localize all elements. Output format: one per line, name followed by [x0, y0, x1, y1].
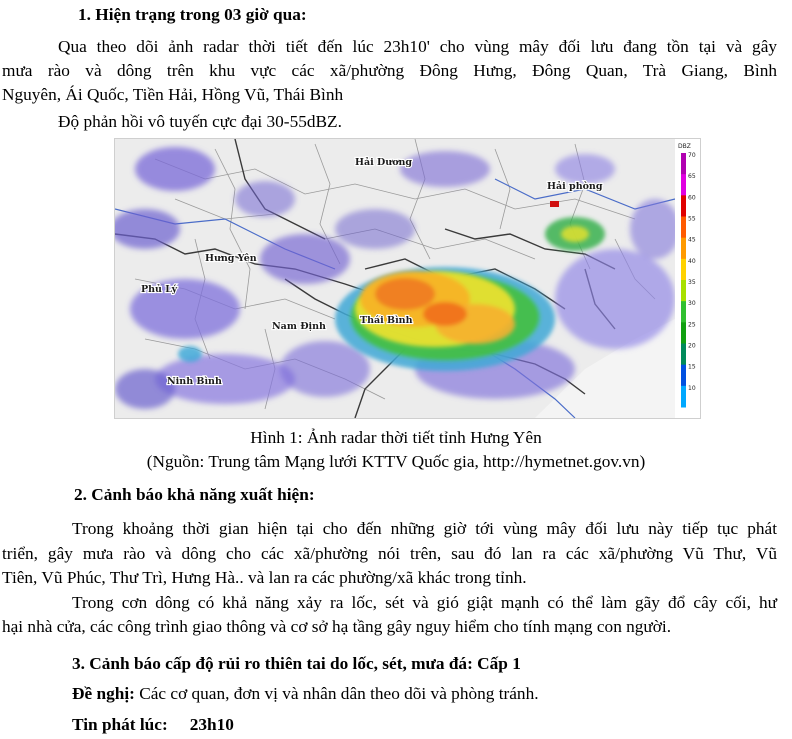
scale-color-bar: [681, 322, 686, 344]
scale-bars: [681, 153, 686, 408]
radar-map-image: [114, 138, 701, 419]
scale-tick-label: 10: [688, 384, 696, 392]
recommendation: [72, 682, 539, 706]
issued-time: 23h10: [189, 715, 234, 734]
scale-color-bar: [681, 195, 686, 217]
place-label-hai-duong: Hải Dương: [355, 157, 413, 168]
scale-color-bar: [681, 217, 686, 239]
issued-time-row: [72, 713, 234, 737]
scale-color-bar: [681, 386, 686, 408]
reflectivity-text: Độ phản hồi vô tuyến cực đại 30-55dBZ.: [58, 112, 342, 131]
place-label-ninh-binh: Ninh Bình: [167, 376, 222, 387]
figure-caption: Hình 1: Ảnh radar thời tiết tỉnh Hưng Yên: [250, 428, 542, 447]
scale-tick-label: 65: [688, 173, 696, 181]
place-label-hai-phong: Hải phòng: [547, 181, 603, 192]
section2-p2-line1: Trong cơn dông có khả năng xảy ra lốc, sét và gió giật mạnh có thể làm gãy đổ cây cối, hư: [72, 593, 777, 612]
scale-tick-label: 60: [688, 194, 696, 202]
scale-color-bar: [681, 238, 686, 260]
section3-heading: 3. Cảnh báo cấp độ rủi ro thiên tai do lốc, sét, mưa đá: Cấp 1: [72, 654, 521, 673]
scale-tick-label: 30: [688, 300, 696, 308]
scale-tick-label: 40: [688, 257, 696, 265]
section2-p1-line1: Trong khoảng thời gian hiện tại cho đến những giờ tới vùng mây đối lưu này tiếp tục phát: [72, 519, 777, 538]
section2-p1-line3: Tiên, Vũ Phúc, Thư Trì, Hưng Hà.. và lan ra các phường/xã khác trong tỉnh.: [2, 568, 527, 587]
scale-color-bar: [681, 174, 686, 196]
scale-tick-label: 55: [688, 215, 696, 223]
scale-color-bar: [681, 365, 686, 387]
scale-color-bar: [681, 344, 686, 366]
recommend-label: Đề nghị:: [72, 684, 135, 703]
scale-color-bar: [681, 301, 686, 323]
place-label-phu-ly: Phủ Lý: [141, 284, 178, 295]
scale-tick-label: 70: [688, 152, 696, 159]
section2-heading: 2. Cảnh báo khả năng xuất hiện:: [74, 485, 315, 504]
scale-unit-label: DBZ: [678, 143, 691, 150]
section1-paragraph-line3: Nguyên, Ái Quốc, Tiền Hải, Hồng Vũ, Thái Bình: [2, 85, 344, 104]
section1-paragraph-line2: mưa rào và dông trên khu vực các xã/phường Đông Hưng, Đông Quan, Trà Giang, Bình: [2, 61, 777, 80]
scale-tick-label: 25: [688, 321, 696, 329]
scale-color-bar: [681, 280, 686, 302]
scale-color-bar: [681, 259, 686, 281]
dbz-color-scale: [675, 139, 700, 418]
place-label-thai-binh: Thái Bình: [360, 315, 413, 326]
section2-p1-line2: triển, gây mưa rào và dông cho các xã/phường nói trên, sau đó lan ra các xã/phường Vũ Thư, Vũ: [2, 544, 777, 563]
place-label-nam-dinh: Nam Định: [272, 321, 326, 332]
scale-tick-label: 20: [688, 342, 696, 350]
radar-map-svg: [115, 139, 700, 418]
figure-source: (Nguồn: Trung tâm Mạng lưới KTTV Quốc gia, http://hymetnet.gov.vn): [146, 452, 646, 471]
section2-p2-line2: hại nhà cửa, các công trình giao thông và cơ sở hạ tầng gây nguy hiểm cho tính mạng con người.: [2, 617, 672, 636]
scale-tick-label: 35: [688, 279, 696, 286]
scale-tick-label: 45: [688, 236, 696, 244]
red-echo-cell: [550, 201, 559, 207]
scale-color-bar: [681, 153, 686, 175]
section1-paragraph-line1: Qua theo dõi ảnh radar thời tiết đến lúc 23h10' cho vùng mây đối lưu đang tồn tại và gây: [58, 37, 777, 56]
place-label-hung-yen: Hưng Yên: [205, 253, 257, 264]
issued-label: Tin phát lúc:: [72, 715, 168, 734]
recommend-text: Các cơ quan, đơn vị và nhân dân theo dõi và phòng tránh.: [134, 684, 539, 703]
scale-tick-label: 15: [688, 363, 696, 371]
section1-heading: 1. Hiện trạng trong 03 giờ qua:: [78, 5, 307, 24]
